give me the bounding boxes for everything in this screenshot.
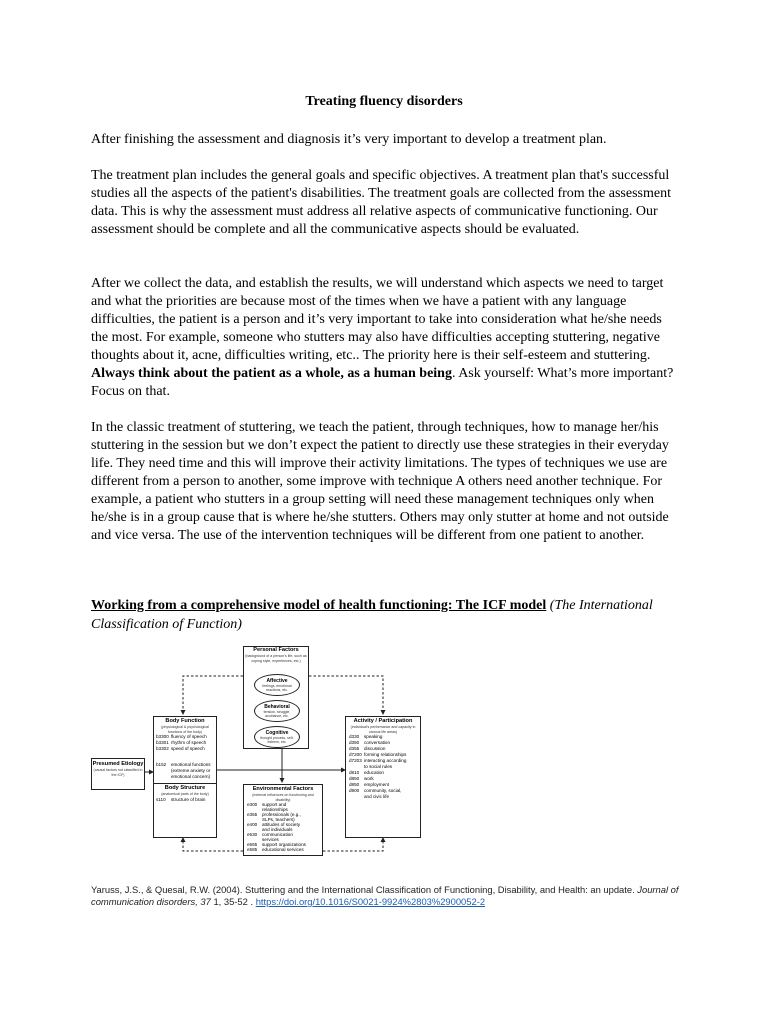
affective-title: Affective [266, 678, 288, 684]
activity-row: d7203 interacting according [349, 758, 407, 763]
activity-row: d330 speaking [349, 734, 383, 739]
paragraph-priorities-text: After we collect the data, and establish the results, we will understand which aspects we need to target and what the priorities are because most of the times when we have a patient with any language difficulties, the patient is a person and it’s very important to take into consideration what he/she needs the most. For example, someone who stutters may also have difficulties accepting stuttering, negative thoughts about it, acne, difficulties writing, etc.. The priority here is their self-esteem and stuttering. [91, 276, 664, 363]
personal-factors-subtitle: (background of a person's life, such as coping style, experiences, etc.) [245, 654, 307, 663]
environmental-row: e530 communication [247, 832, 293, 837]
activity-participation-box [345, 716, 421, 838]
paragraph-classic-treatment: In the classic treatment of stuttering, we teach the patient, through techniques, how to manage her/his stuttering in the session but we don’t expect the patient to directly use these strategies in their everyday life. They need time and this will improve their activity limitations. The types of techniques we use are different from a person to another, some improve with technique A others need another technique. For example, a patient who stutters in a group setting will need these management techniques only when he/she is in a group cause that is where he/she stutters. Others may only stutter at home and not outside and vice versa. The use of the intervention techniques will be different from one patient to another. [91, 420, 669, 543]
section-heading-subtitle: (The International Classification of Function) [91, 598, 653, 632]
environmental-title: Environmental Factors [252, 786, 314, 792]
environmental-row: e585 educational services [247, 847, 304, 852]
body-function-row: b3301 rhythm of speech [156, 740, 207, 745]
presumed-etiology-subtitle: (causal factors not classified in the ICF) [93, 768, 143, 777]
body-function-box [153, 716, 217, 838]
body-function-subtitle: (physiological & psychological functions of the body) [161, 725, 209, 734]
body-structure-title: Body Structure [164, 785, 206, 791]
caption-citation: Yaruss, J.S., & Quesal, R.W. (2004). Stuttering and the International Classification of Functioning, Disability, and Health: an update. [91, 884, 638, 895]
personal-factors-title: Personal Factors [253, 647, 299, 653]
caption-journal: Journal of communication disorders, 37 [91, 884, 679, 907]
paragraph-intro: After finishing the assessment and diagnosis it’s very important to develop a treatment plan. [91, 132, 607, 147]
figure-caption [91, 884, 691, 908]
cognitive-subtitle: thought process, self-esteem, etc. [260, 736, 294, 745]
section-heading-title: Working from a comprehensive model of health functioning: The ICF model [91, 598, 547, 613]
activity-row: d355 discussion [349, 746, 386, 751]
environmental-row: e355 professionals (e.g., [247, 812, 301, 817]
environmental-factors-box [243, 784, 323, 856]
behavioral-title: Behavioral [264, 704, 290, 710]
affective-subtitle: feelings, emotional reactions, etc. [262, 684, 292, 693]
paragraph-priorities-end: . Ask yourself: What’s more important? Focus on that. [91, 366, 674, 399]
behavioral-subtitle: tension, struggle, avoidance, etc. [263, 710, 291, 719]
body-function-row: (extreme anxiety or [171, 768, 211, 773]
presumed-etiology-box [91, 758, 145, 790]
environmental-row: e300 support and [247, 802, 287, 807]
environmental-row: e555 support organizations [247, 842, 306, 847]
icf-diagram [91, 646, 423, 856]
body-function-row: emotional concern) [171, 774, 211, 779]
paragraph-priorities-emphasis: Always think about the patient as a whole, as a human being [91, 366, 452, 381]
activity-title: Activity / Participation [353, 718, 413, 724]
body-function-title: Body Function [165, 718, 205, 724]
caption-pages: 1, 35-52 . [210, 896, 256, 907]
doi-link[interactable]: https://doi.org/10.1016/S0021-9924%2803%2900052-2 [255, 896, 486, 907]
presumed-etiology-title: Presumed Etiology [92, 761, 144, 767]
activity-row: d850 employment [349, 782, 390, 787]
paragraph-treatment-plan: The treatment plan includes the general goals and specific objectives. A treatment plan that's successful studies all the aspects of the patient's disabilities. The treatment goals are collected from the assessment data. This is why the assessment must address all relative aspects of communicative functioning. Our assessment should be complete and all the communicative aspects should be evaluated. [91, 168, 671, 237]
activity-subtitle: (individual's performance and capacity in various life areas) [350, 725, 416, 734]
body-structure-section [154, 783, 216, 803]
environmental-subtitle: (external influences on functioning and disability) [252, 793, 314, 802]
body-function-row: b152 emotional functions [156, 762, 211, 767]
behavioral-oval [254, 700, 300, 722]
environmental-row: relationships [262, 807, 288, 812]
body-structure-subtitle: (anatomical parts of the body) [161, 792, 209, 796]
body-structure-row: s110 structure of brain [156, 796, 206, 802]
document-title: Treating fluency disorders [305, 94, 463, 109]
environmental-row: and individuals [262, 827, 293, 832]
activity-row: and civic life [364, 794, 390, 799]
activity-row: d350 conversation [349, 740, 391, 745]
body-function-row: b3300 fluency of speech [156, 734, 207, 739]
environmental-row: e400 attitudes of society [247, 822, 301, 827]
environmental-row: services [262, 837, 279, 842]
paragraph-priorities [91, 275, 681, 401]
activity-row: d7200 forming relationships [349, 752, 407, 757]
section-heading [91, 596, 691, 634]
affective-oval [254, 674, 300, 696]
activity-row: d850 work [349, 776, 374, 781]
environmental-row: SLPs, teachers) [262, 817, 295, 822]
cognitive-oval [254, 726, 300, 748]
body-function-row: b3302 speed of speech [156, 746, 205, 751]
activity-row: to social rules [364, 764, 393, 769]
cognitive-title: Cognitive [265, 730, 289, 736]
activity-row: d810 education [349, 770, 384, 775]
activity-row: d900 community, social, [349, 788, 402, 793]
